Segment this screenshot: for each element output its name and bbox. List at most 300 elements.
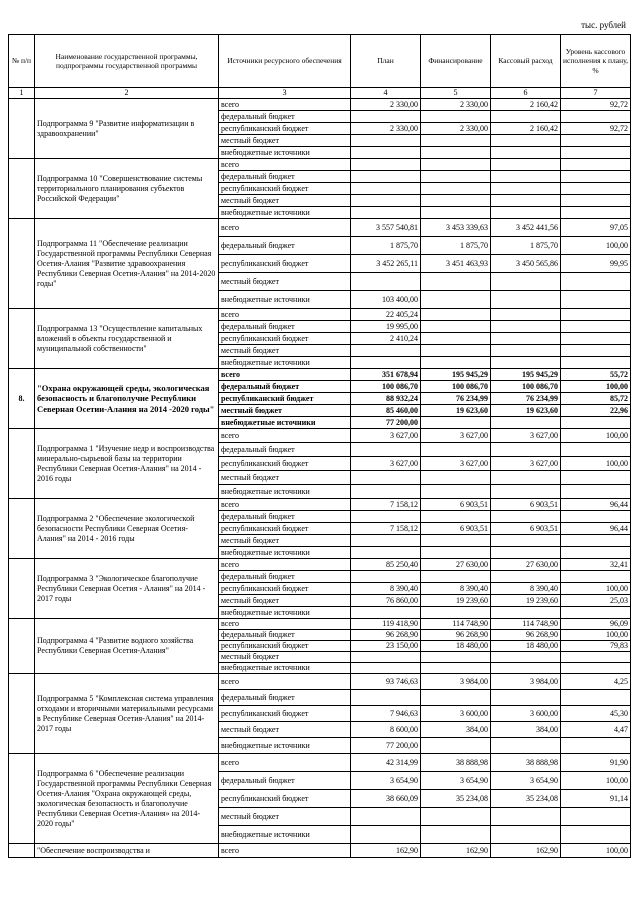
funding-source: внебюджетные источники [219, 547, 351, 559]
execution-percent [561, 485, 631, 499]
financing-value [421, 171, 491, 183]
financing-value [421, 357, 491, 369]
financing-value [421, 207, 491, 219]
financing-value [421, 690, 491, 706]
funding-source: федеральный бюджет [219, 111, 351, 123]
execution-percent [561, 471, 631, 485]
execution-percent [561, 357, 631, 369]
cash-value [491, 485, 561, 499]
funding-source: республиканский бюджет [219, 523, 351, 535]
financing-value: 8 390,40 [421, 583, 491, 595]
table-row [9, 619, 631, 630]
table-row [9, 559, 631, 571]
execution-percent: 100,00 [561, 630, 631, 641]
plan-value: 93 746,63 [351, 674, 421, 690]
header-source: Источники ресурсного обеспечения [219, 35, 351, 88]
funding-source: федеральный бюджет [219, 772, 351, 790]
funding-source: республиканский бюджет [219, 790, 351, 808]
financing-value: 2 330,00 [421, 99, 491, 111]
funding-source: внебюджетные источники [219, 663, 351, 674]
plan-value [351, 159, 421, 171]
plan-value [351, 207, 421, 219]
financing-value [421, 291, 491, 309]
financing-value [421, 663, 491, 674]
plan-value: 103 400,00 [351, 291, 421, 309]
financing-value [421, 443, 491, 457]
financing-value [421, 607, 491, 619]
cash-value: 3 627,00 [491, 457, 561, 471]
financing-value [421, 135, 491, 147]
plan-value [351, 571, 421, 583]
funding-source: федеральный бюджет [219, 630, 351, 641]
table-row [9, 844, 631, 858]
execution-percent [561, 147, 631, 159]
financing-value: 19 239,60 [421, 595, 491, 607]
execution-percent: 96,44 [561, 523, 631, 535]
funding-source: внебюджетные источники [219, 826, 351, 844]
execution-percent [561, 135, 631, 147]
col-number: 5 [421, 88, 491, 99]
financing-value [421, 333, 491, 345]
funding-source: республиканский бюджет [219, 583, 351, 595]
plan-value: 85 460,00 [351, 405, 421, 417]
table-body [9, 99, 631, 858]
financing-value [421, 309, 491, 321]
funding-source: всего [219, 159, 351, 171]
cash-value: 76 234,99 [491, 393, 561, 405]
financing-value: 2 330,00 [421, 123, 491, 135]
financing-value [421, 471, 491, 485]
cash-value: 38 888,98 [491, 754, 561, 772]
funding-source: местный бюджет [219, 652, 351, 663]
funding-source: местный бюджет [219, 195, 351, 207]
plan-value [351, 471, 421, 485]
execution-percent [561, 547, 631, 559]
funding-source: внебюджетные источники [219, 738, 351, 754]
plan-value: 77 200,00 [351, 738, 421, 754]
execution-percent: 100,00 [561, 381, 631, 393]
table-row [9, 159, 631, 171]
funding-source: федеральный бюджет [219, 381, 351, 393]
cash-value: 8 390,40 [491, 583, 561, 595]
financing-value [421, 321, 491, 333]
cash-value: 3 627,00 [491, 429, 561, 443]
plan-value [351, 443, 421, 457]
financing-value [421, 738, 491, 754]
execution-percent [561, 652, 631, 663]
financing-value [421, 273, 491, 291]
financing-value [421, 147, 491, 159]
execution-percent: 4,25 [561, 674, 631, 690]
execution-percent: 91,14 [561, 790, 631, 808]
plan-value: 3 452 265,11 [351, 255, 421, 273]
funding-source: всего [219, 429, 351, 443]
plan-value: 42 314,99 [351, 754, 421, 772]
cash-value: 3 984,00 [491, 674, 561, 690]
execution-percent: 4,47 [561, 722, 631, 738]
program-name: Подпрограмма 11 "Обеспечение реализации Государственной программы Республики Северная Осетия-Алания "Развитие здравоохранения Республики Северная Осетия-Алания" на 2014-2020 годы" [35, 219, 219, 309]
execution-percent [561, 663, 631, 674]
funding-source: местный бюджет [219, 595, 351, 607]
header-financing: Финансирование [421, 35, 491, 88]
cash-value [491, 309, 561, 321]
plan-value [351, 826, 421, 844]
row-number [9, 219, 35, 309]
cash-value [491, 147, 561, 159]
plan-value: 85 250,40 [351, 559, 421, 571]
execution-percent [561, 207, 631, 219]
funding-source: всего [219, 754, 351, 772]
execution-percent [561, 511, 631, 523]
table-row [9, 369, 631, 381]
header-level: Уровень кассового исполнения к плану, % [561, 35, 631, 88]
cash-value: 19 239,60 [491, 595, 561, 607]
financing-value: 76 234,99 [421, 393, 491, 405]
plan-value: 119 418,90 [351, 619, 421, 630]
funding-source: республиканский бюджет [219, 706, 351, 722]
cash-value [491, 291, 561, 309]
col-number: 7 [561, 88, 631, 99]
cash-value: 195 945,29 [491, 369, 561, 381]
financing-value: 19 623,60 [421, 405, 491, 417]
cash-value [491, 207, 561, 219]
financing-value: 100 086,70 [421, 381, 491, 393]
table-row [9, 309, 631, 321]
funding-source: внебюджетные источники [219, 291, 351, 309]
col-number: 6 [491, 88, 561, 99]
cash-value [491, 159, 561, 171]
financing-value: 3 451 463,93 [421, 255, 491, 273]
cash-value: 3 600,00 [491, 706, 561, 722]
table-row [9, 754, 631, 772]
execution-percent: 92,72 [561, 99, 631, 111]
financing-value: 6 903,51 [421, 523, 491, 535]
financing-value: 114 748,90 [421, 619, 491, 630]
funding-source: местный бюджет [219, 273, 351, 291]
execution-percent [561, 159, 631, 171]
funding-source: федеральный бюджет [219, 237, 351, 255]
plan-value [351, 357, 421, 369]
funding-source: республиканский бюджет [219, 123, 351, 135]
execution-percent [561, 171, 631, 183]
execution-percent: 79,83 [561, 641, 631, 652]
execution-percent: 100,00 [561, 457, 631, 471]
funding-source: всего [219, 499, 351, 511]
cash-value: 27 630,00 [491, 559, 561, 571]
plan-value: 2 330,00 [351, 99, 421, 111]
col-number: 2 [35, 88, 219, 99]
header-name: Наименование государственной программы, подпрограммы государственной программы [35, 35, 219, 88]
cash-value [491, 511, 561, 523]
plan-value: 3 627,00 [351, 429, 421, 443]
funding-source: всего [219, 369, 351, 381]
program-name: Подпрограмма 5 "Комплексная система управления отходами и вторичными материальными ресурсами в Республике Северная Осетия-Алания" на 2014-2017 годы [35, 674, 219, 754]
plan-value [351, 111, 421, 123]
plan-value: 76 860,00 [351, 595, 421, 607]
cash-value [491, 571, 561, 583]
plan-value: 3 654,90 [351, 772, 421, 790]
cash-value [491, 135, 561, 147]
financing-value [421, 535, 491, 547]
cash-value [491, 738, 561, 754]
execution-percent: 100,00 [561, 772, 631, 790]
execution-percent: 100,00 [561, 844, 631, 858]
financing-value [421, 808, 491, 826]
funding-source: местный бюджет [219, 808, 351, 826]
plan-value [351, 535, 421, 547]
cash-value: 384,00 [491, 722, 561, 738]
execution-percent [561, 443, 631, 457]
plan-value: 7 946,63 [351, 706, 421, 722]
plan-value: 8 390,40 [351, 583, 421, 595]
financing-value [421, 111, 491, 123]
execution-percent: 45,30 [561, 706, 631, 722]
funding-source: республиканский бюджет [219, 393, 351, 405]
plan-value: 2 330,00 [351, 123, 421, 135]
plan-value [351, 547, 421, 559]
row-number [9, 309, 35, 369]
funding-source: местный бюджет [219, 722, 351, 738]
plan-value [351, 690, 421, 706]
plan-value [351, 485, 421, 499]
table-row [9, 219, 631, 237]
execution-percent: 100,00 [561, 583, 631, 595]
plan-value [351, 147, 421, 159]
financing-value [421, 485, 491, 499]
plan-value: 23 150,00 [351, 641, 421, 652]
financing-value: 3 627,00 [421, 429, 491, 443]
plan-value [351, 135, 421, 147]
cash-value: 2 160,42 [491, 99, 561, 111]
execution-percent: 100,00 [561, 237, 631, 255]
plan-value: 1 875,70 [351, 237, 421, 255]
table-row [9, 499, 631, 511]
cash-value [491, 663, 561, 674]
cash-value [491, 333, 561, 345]
row-number [9, 99, 35, 159]
execution-percent [561, 333, 631, 345]
financing-value [421, 195, 491, 207]
plan-value: 162,90 [351, 844, 421, 858]
funding-source: местный бюджет [219, 535, 351, 547]
cash-value [491, 535, 561, 547]
financing-value [421, 826, 491, 844]
cash-value [491, 607, 561, 619]
header-plan: План [351, 35, 421, 88]
program-name: Подпрограмма 10 "Совершенствование системы территориального планирования субъектов Российской Федерации" [35, 159, 219, 219]
execution-percent: 96,09 [561, 619, 631, 630]
cash-value [491, 690, 561, 706]
funding-source: федеральный бюджет [219, 511, 351, 523]
cash-value [491, 195, 561, 207]
execution-percent: 99,95 [561, 255, 631, 273]
execution-percent [561, 535, 631, 547]
plan-value [351, 652, 421, 663]
plan-value: 3 557 540,81 [351, 219, 421, 237]
row-number: 8. [9, 369, 35, 429]
cash-value: 2 160,42 [491, 123, 561, 135]
col-number: 3 [219, 88, 351, 99]
plan-value: 22 405,24 [351, 309, 421, 321]
financing-value: 3 654,90 [421, 772, 491, 790]
execution-percent [561, 417, 631, 429]
financing-value: 3 600,00 [421, 706, 491, 722]
funding-source: федеральный бюджет [219, 571, 351, 583]
cash-value [491, 345, 561, 357]
cash-value: 35 234,08 [491, 790, 561, 808]
plan-value: 77 200,00 [351, 417, 421, 429]
plan-value: 7 158,12 [351, 499, 421, 511]
funding-source: внебюджетные источники [219, 417, 351, 429]
program-name: Подпрограмма 3 "Экологическое благополучие Республики Северная Осетия - Алания" на 2014 - 2017 годы [35, 559, 219, 619]
funding-source: всего [219, 309, 351, 321]
financing-value [421, 547, 491, 559]
table-row [9, 99, 631, 111]
funding-source: внебюджетные источники [219, 485, 351, 499]
execution-percent [561, 309, 631, 321]
funding-source: местный бюджет [219, 405, 351, 417]
execution-percent [561, 826, 631, 844]
plan-value: 100 086,70 [351, 381, 421, 393]
funding-source: республиканский бюджет [219, 457, 351, 471]
cash-value: 1 875,70 [491, 237, 561, 255]
funding-source: республиканский бюджет [219, 641, 351, 652]
execution-percent [561, 273, 631, 291]
row-number [9, 844, 35, 858]
execution-percent [561, 183, 631, 195]
plan-value: 351 678,94 [351, 369, 421, 381]
cash-value [491, 357, 561, 369]
execution-percent: 25,03 [561, 595, 631, 607]
funding-source: всего [219, 674, 351, 690]
plan-value: 19 995,00 [351, 321, 421, 333]
funding-source: федеральный бюджет [219, 171, 351, 183]
financing-value: 96 268,90 [421, 630, 491, 641]
cash-value: 3 452 441,56 [491, 219, 561, 237]
plan-value [351, 345, 421, 357]
cash-value: 18 480,00 [491, 641, 561, 652]
execution-percent [561, 111, 631, 123]
program-name: Подпрограмма 13 "Осуществление капитальных вложений в объекты государственной и муниципальной собственности" [35, 309, 219, 369]
funding-source: местный бюджет [219, 135, 351, 147]
cash-value [491, 321, 561, 333]
cash-value [491, 417, 561, 429]
program-name: Подпрограмма 1 "Изучение недр и воспроизводства минерально-сырьевой базы на территории Республики Северная Осетия-Алания" на 2014 - 2016 годы [35, 429, 219, 499]
funding-source: всего [219, 559, 351, 571]
cash-value [491, 171, 561, 183]
row-number [9, 754, 35, 844]
plan-value: 96 268,90 [351, 630, 421, 641]
funding-source: внебюджетные источники [219, 357, 351, 369]
funding-source: федеральный бюджет [219, 443, 351, 457]
execution-percent [561, 738, 631, 754]
plan-value [351, 183, 421, 195]
execution-percent [561, 808, 631, 826]
cash-value: 3 654,90 [491, 772, 561, 790]
execution-percent: 22,96 [561, 405, 631, 417]
financing-value: 1 875,70 [421, 237, 491, 255]
funding-source: внебюджетные источники [219, 147, 351, 159]
financing-value: 3 627,00 [421, 457, 491, 471]
row-number [9, 559, 35, 619]
execution-percent: 96,44 [561, 499, 631, 511]
plan-value [351, 171, 421, 183]
plan-value: 88 932,24 [351, 393, 421, 405]
financing-value [421, 417, 491, 429]
execution-percent: 32,41 [561, 559, 631, 571]
row-number [9, 499, 35, 559]
financing-value: 3 453 339,63 [421, 219, 491, 237]
financing-value: 27 630,00 [421, 559, 491, 571]
financing-value: 6 903,51 [421, 499, 491, 511]
plan-value: 7 158,12 [351, 523, 421, 535]
row-number [9, 429, 35, 499]
funding-source: федеральный бюджет [219, 690, 351, 706]
execution-percent: 55,72 [561, 369, 631, 381]
execution-percent [561, 690, 631, 706]
plan-value [351, 195, 421, 207]
funding-source: всего [219, 619, 351, 630]
plan-value: 38 660,09 [351, 790, 421, 808]
funding-source: всего [219, 844, 351, 858]
cash-value [491, 273, 561, 291]
funding-source: местный бюджет [219, 471, 351, 485]
cash-value: 6 903,51 [491, 523, 561, 535]
header-num: № п/п [9, 35, 35, 88]
cash-value: 3 450 565,86 [491, 255, 561, 273]
financing-value: 195 945,29 [421, 369, 491, 381]
plan-value [351, 663, 421, 674]
cash-value [491, 808, 561, 826]
cash-value: 162,90 [491, 844, 561, 858]
plan-value [351, 511, 421, 523]
execution-percent [561, 345, 631, 357]
plan-value [351, 808, 421, 826]
execution-percent [561, 607, 631, 619]
table-row [9, 674, 631, 690]
col-number: 1 [9, 88, 35, 99]
financing-value: 162,90 [421, 844, 491, 858]
cash-value: 96 268,90 [491, 630, 561, 641]
program-name: Подпрограмма 9 "Развитие информатизации в здравоохранении" [35, 99, 219, 159]
funding-source: внебюджетные источники [219, 207, 351, 219]
funding-source: федеральный бюджет [219, 321, 351, 333]
program-name: "Обеспечение воспроизводства и [35, 844, 219, 858]
budget-execution-table [8, 34, 631, 858]
financing-value: 35 234,08 [421, 790, 491, 808]
execution-percent [561, 291, 631, 309]
execution-percent: 92,72 [561, 123, 631, 135]
financing-value [421, 511, 491, 523]
row-number [9, 674, 35, 754]
financing-value [421, 183, 491, 195]
funding-source: всего [219, 99, 351, 111]
table-row [9, 429, 631, 443]
financing-value [421, 571, 491, 583]
plan-value: 2 410,24 [351, 333, 421, 345]
financing-value [421, 159, 491, 171]
financing-value: 38 888,98 [421, 754, 491, 772]
cash-value: 114 748,90 [491, 619, 561, 630]
funding-source: республиканский бюджет [219, 255, 351, 273]
funding-source: всего [219, 219, 351, 237]
execution-percent: 97,05 [561, 219, 631, 237]
funding-source: республиканский бюджет [219, 183, 351, 195]
cash-value: 6 903,51 [491, 499, 561, 511]
cash-value [491, 547, 561, 559]
program-name: Подпрограмма 4 "Развитие водного хозяйства Республики Северная Осетия-Алания" [35, 619, 219, 674]
cash-value: 100 086,70 [491, 381, 561, 393]
